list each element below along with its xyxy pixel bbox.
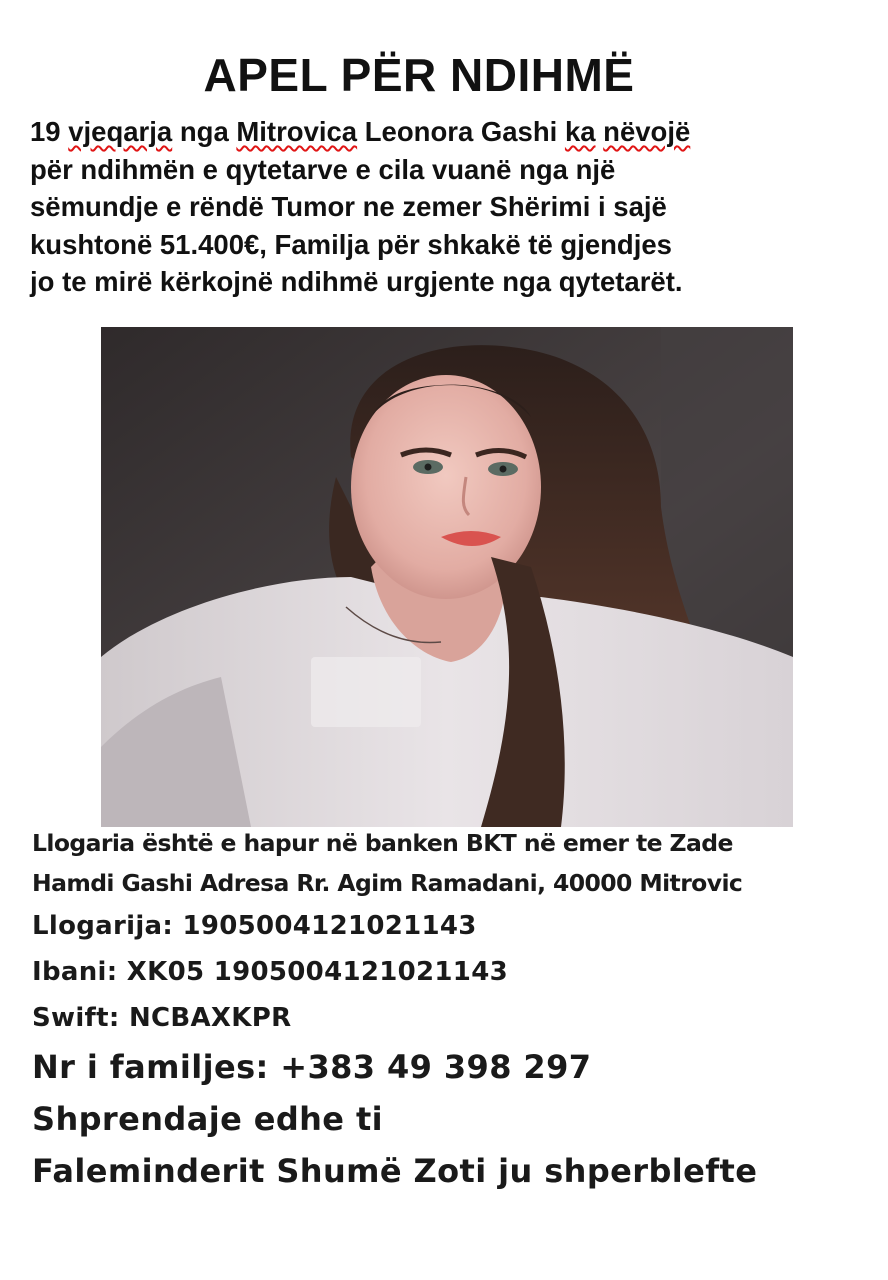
text-segment: Leonora Gashi bbox=[357, 116, 565, 147]
thanks-line: Faleminderit Shumë Zoti ju shperblefte bbox=[32, 1152, 758, 1190]
account-number: Llogarija: 1905004121021143 bbox=[32, 911, 477, 941]
misspelled-word: nëvojë bbox=[603, 116, 691, 147]
iban-number: Ibani: XK05 1905004121021143 bbox=[32, 957, 508, 987]
text-segment: 19 bbox=[30, 116, 69, 147]
appeal-line: kushtonë 51.400€, Familja për shkakë të gjendjes bbox=[30, 228, 672, 260]
appeal-line: jo te mirë kërkojnë ndihmë urgjente nga qytetarët. bbox=[30, 266, 683, 297]
swift-code: Swift: NCBAXKPR bbox=[32, 1003, 292, 1033]
text-segment: nga bbox=[172, 116, 237, 147]
appeal-line: sëmundje e rëndë Tumor ne zemer Shërimi i sajë bbox=[30, 191, 667, 222]
share-appeal: Shprendaje edhe ti bbox=[32, 1100, 384, 1138]
appeal-line bbox=[30, 113, 875, 151]
misspelled-word: Mitrovica bbox=[236, 116, 358, 147]
poster-title: APEL PËR NDIHMË bbox=[203, 49, 635, 101]
appeal-line: për ndihmën e qytetarve e cila vuanë nga një bbox=[30, 153, 616, 185]
account-address-line: Hamdi Gashi Adresa Rr. Agim Ramadani, 40000 Mitrovic bbox=[32, 869, 743, 897]
portrait-photo bbox=[101, 327, 793, 827]
misspelled-word: vjeqarja bbox=[68, 116, 173, 147]
misspelled-word: ka bbox=[564, 116, 596, 147]
family-phone: Nr i familjes: +383 49 398 297 bbox=[32, 1048, 592, 1086]
account-holder-line: Llogaria është e hapur në banken BKT në emer te Zade bbox=[32, 829, 733, 857]
appeal-text bbox=[30, 113, 875, 301]
